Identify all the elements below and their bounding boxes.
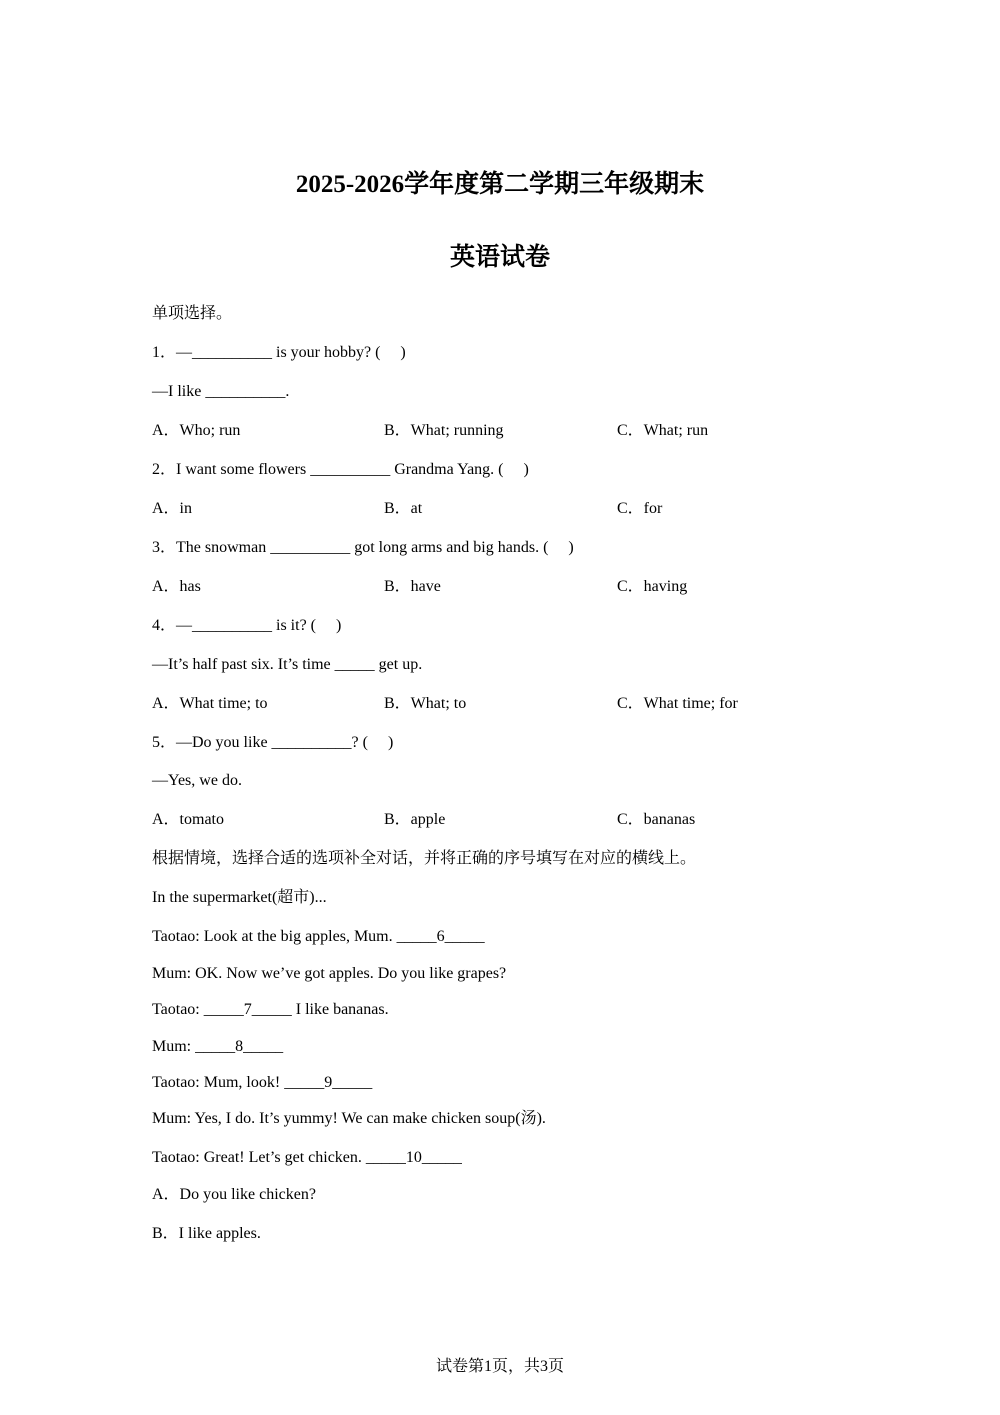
question-5-option-c: C．bananas [617,811,696,828]
question-5-stem: 5．—Do you like __________? ( ) [152,734,394,751]
question-1-option-c: C．What; run [617,422,709,439]
question-3-option-a: A．has [152,578,201,595]
question-3-stem: 3．The snowman __________ got long arms and big hands. ( ) [152,539,574,556]
question-2-option-a: A．in [152,500,193,517]
question-4-option-c: C．What time; for [617,695,738,712]
page-footer: 试卷第1页，共3页 [435,1358,564,1375]
question-1-answer-line: —I like __________. [152,383,290,400]
dialogue-line-4: Taotao: _____7_____ I like bananas. [152,1001,389,1018]
question-4-option-a: A．What time; to [152,695,268,712]
dialogue-line-6: Taotao: Mum, look! _____9_____ [152,1074,373,1091]
dialogue-line-8: Taotao: Great! Let’s get chicken. _____10_____ [152,1149,462,1166]
dialogue-line-2: Taotao: Look at the big apples, Mum. _____6_____ [152,928,485,945]
question-2-option-c: C．for [617,500,663,517]
dialogue-line-7: Mum: Yes, I do. It’s yummy! We can make chicken soup(汤). [152,1110,546,1127]
page-title-line2: 英语试卷 [449,244,550,271]
dialogue-option-a: A．Do you like chicken? [152,1186,316,1203]
dialogue-line-3: Mum: OK. Now we’ve got apples. Do you like grapes? [152,965,507,982]
question-2-stem: 2．I want some flowers __________ Grandma Yang. ( ) [152,461,529,478]
section-heading-single-choice: 单项选择。 [152,305,233,322]
question-3-option-c: C．having [617,578,688,595]
question-1-option-a: A．Who; run [152,422,241,439]
question-2-option-b: B．at [384,500,423,517]
question-4-stem: 4．—__________ is it? ( ) [152,617,342,634]
question-1-stem: 1．—__________ is your hobby? ( ) [152,344,406,361]
question-3-option-b: B．have [384,578,441,595]
question-1-option-b: B．What; running [384,422,504,439]
question-4-option-b: B．What; to [384,695,467,712]
question-5-option-a: A．tomato [152,811,224,828]
dialogue-line-5: Mum: _____8_____ [152,1038,284,1055]
question-5-answer-line: —Yes, we do. [152,772,242,789]
question-4-answer-line: —It’s half past six. It’s time _____ get up. [152,656,423,673]
section-heading-dialogue: 根据情境，选择合适的选项补全对话，并将正确的序号填写在对应的横线上。 [152,850,697,867]
question-5-option-b: B．apple [384,811,446,828]
dialogue-option-b: B．I like apples. [152,1225,261,1242]
dialogue-line-1: In the supermarket(超市)... [152,889,327,906]
page-title-line1: 2025-2026学年度第二学期三年级期末 [295,171,705,198]
